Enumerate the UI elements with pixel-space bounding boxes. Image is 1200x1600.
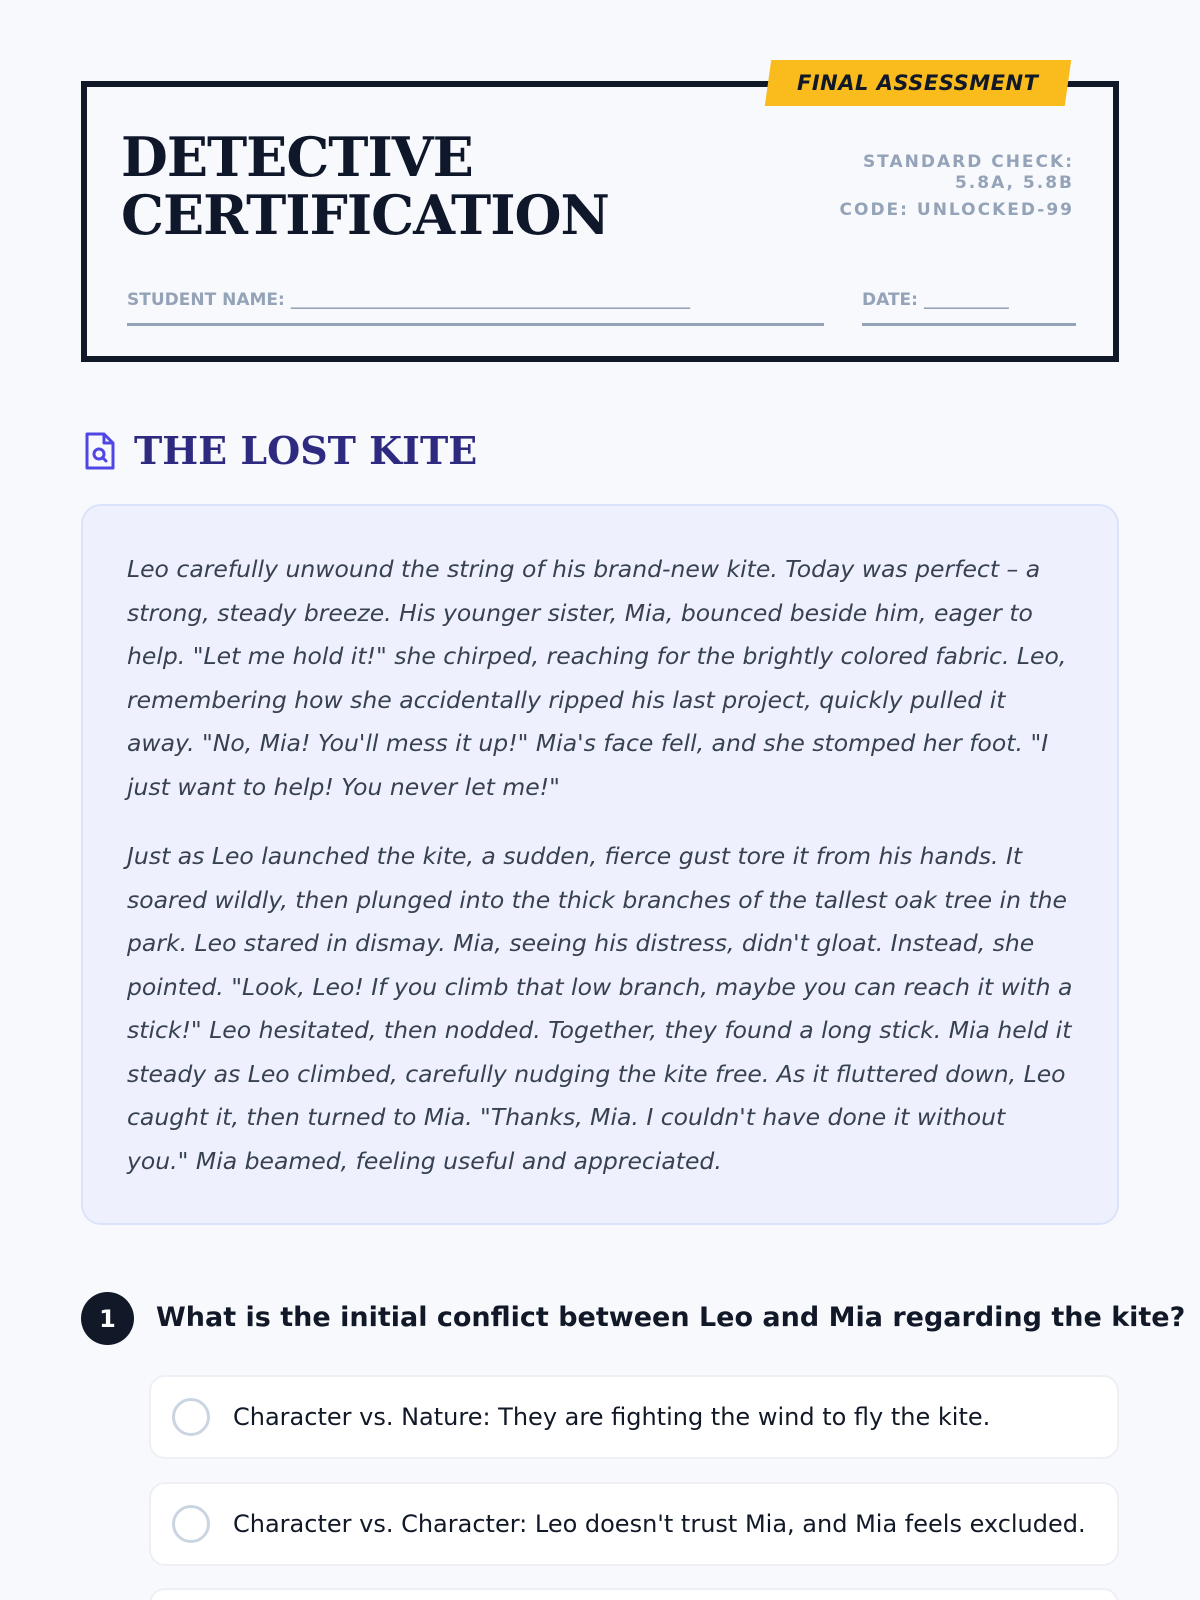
story-title: THE LOST KITE xyxy=(134,428,478,473)
answer-option-c[interactable] xyxy=(149,1588,1119,1600)
date-field[interactable]: DATE: __________ xyxy=(862,290,1076,326)
document-search-icon xyxy=(84,432,116,470)
unlock-code: CODE: UNLOCKED-99 xyxy=(839,200,1074,220)
story-passage xyxy=(81,504,1119,1225)
title-line-2: CERTIFICATION xyxy=(121,183,609,247)
final-assessment-badge xyxy=(765,60,1071,106)
question-number-badge: 1 xyxy=(81,1292,134,1345)
badge-label: FINAL ASSESSMENT xyxy=(797,71,1039,95)
answer-option-label: Character vs. Nature: They are fighting the wind to fly the kite. xyxy=(233,1403,991,1431)
page-title xyxy=(121,125,609,247)
story-paragraph-1: Leo carefully unwound the string of his brand-new kite. Today was perfect – a strong, steady breeze. His younger sister, Mia, bounced beside him, eager to help. "Let me hold it!" she chirped, reaching for the brightly colored fabric. Leo, remembering how she accidentally ripped his last project, quickly pulled it away. "No, Mia! You'll mess it up!" Mia's face fell, and she stomped her foot. "I just want to help! You never let me!" xyxy=(127,555,1067,801)
title-line-1: DETECTIVE xyxy=(121,125,473,189)
answer-option-a[interactable] xyxy=(149,1375,1119,1459)
question-text: What is the initial conflict between Leo and Mia regarding the kite? xyxy=(156,1302,1186,1333)
answer-option-b[interactable] xyxy=(149,1482,1119,1566)
story-paragraph-2: Just as Leo launched the kite, a sudden, fierce gust tore it from his hands. It soared wildly, then plunged into the thick branches of the tallest oak tree in the park. Leo stared in dismay. Mia, seeing his distress, didn't gloat. Instead, she pointed. "Look, Leo! If you climb that low branch, maybe you can reach it with a stick!" Leo hesitated, then nodded. Together, they found a long stick. Mia held it steady as Leo climbed, carefully nudging the kite free. As it fluttered down, Leo caught it, then turned to Mia. "Thanks, Mia. I couldn't have done it without you." Mia beamed, feeling useful and appreciated. xyxy=(127,842,1073,1175)
student-name-field[interactable]: STUDENT NAME: _______________________________________________ xyxy=(127,290,824,326)
radio-button[interactable] xyxy=(172,1398,210,1436)
standard-check-label: STANDARD CHECK: xyxy=(862,152,1074,172)
answer-option-label: Character vs. Character: Leo doesn't trust Mia, and Mia feels excluded. xyxy=(233,1510,1086,1538)
radio-button[interactable] xyxy=(172,1505,210,1543)
standards-block xyxy=(840,152,1074,221)
standard-check-values: 5.8A, 5.8B xyxy=(954,173,1074,193)
